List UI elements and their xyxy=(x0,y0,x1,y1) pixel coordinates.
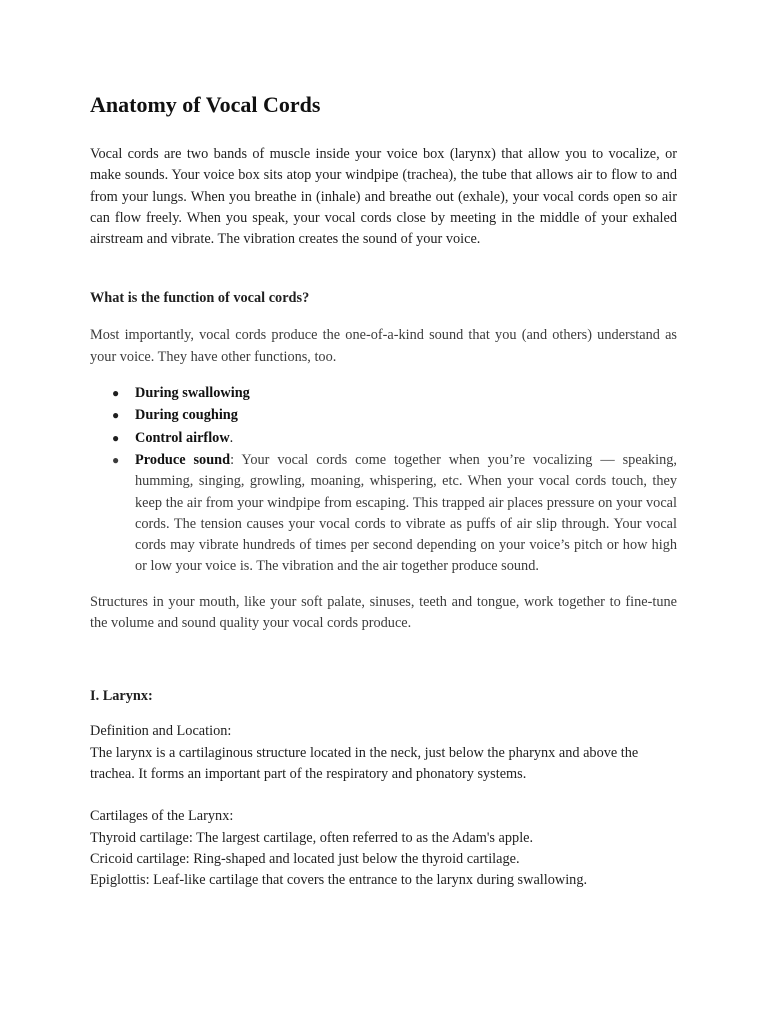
bullet-icon: ● xyxy=(112,408,120,423)
cartilage-item-thyroid: Thyroid cartilage: The largest cartilage, often referred to as the Adam's apple. xyxy=(90,829,534,846)
bullet-icon: ● xyxy=(112,430,120,445)
page-title: Anatomy of Vocal Cords xyxy=(90,92,321,117)
list-item-bold: Control airflow xyxy=(135,429,230,446)
document-page xyxy=(90,88,677,891)
function-heading: What is the function of vocal cords? xyxy=(90,290,310,307)
cartilage-item-epiglottis: Epiglottis: Leaf-like cartilage that covers the entrance to the larynx during swallowing. xyxy=(90,872,588,889)
definition-text: The larynx is a cartilaginous structure located in the neck, just below the pharynx and above the trachea. It forms an important part of the respiratory and phonatory systems. xyxy=(90,744,639,782)
list-item-bold: Produce sound xyxy=(135,451,231,468)
bullet-icon: ● xyxy=(112,452,120,467)
list-item xyxy=(90,383,677,404)
definition-label: Definition and Location: xyxy=(90,723,232,740)
larynx-cartilages xyxy=(90,806,677,891)
list-item xyxy=(90,428,677,449)
structures-paragraph: Structures in your mouth, like your soft palate, sinuses, teeth and tongue, work together to fine-tune the volume and sound quality your vocal cords produce. xyxy=(90,593,677,632)
list-item-bold: During swallowing xyxy=(135,385,250,402)
intro-paragraph: Vocal cords are two bands of muscle inside your voice box (larynx) that allow you to vocalize, or make sounds. Your voice box sits atop your windpipe (trachea), the tube that allows air to flow to and from your lungs. When you breathe in (inhale) and breathe out (exhale), your vocal cords open so air can flow freely. When you speak, your vocal cords close by meeting in the middle of your exhaled airstream and vibrate. The vibration creates the sound of your voice. xyxy=(90,146,677,248)
list-item xyxy=(90,405,677,426)
function-intro-paragraph: Most importantly, vocal cords produce the one-of-a-kind sound that you (and others) understand as your voice. They have other functions, too. xyxy=(90,327,677,365)
list-item-text: : Your vocal cords come together when you’re vocalizing — speaking, humming, singing, growling, moaning, whispering, etc. When your vocal cords touch, they keep the air from your windpipe from escaping. This trapped air places pressure on your vocal cords. The tension causes your vocal cords to vibrate as puffs of air slip through. Your vocal cords may vibrate hundreds of times per second depending on your voice’s pitch or how high or low your voice is. The vibration and the air together produce sound. xyxy=(135,451,677,575)
list-item-bold: During coughing xyxy=(135,407,238,424)
larynx-definition xyxy=(90,721,677,785)
larynx-heading: I. Larynx: xyxy=(90,688,153,705)
cartilages-label: Cartilages of the Larynx: xyxy=(90,808,234,825)
bullet-icon: ● xyxy=(112,386,120,401)
function-list xyxy=(90,383,677,578)
list-item-text: . xyxy=(229,429,234,446)
list-item xyxy=(90,450,677,578)
cartilage-item-cricoid: Cricoid cartilage: Ring-shaped and located just below the thyroid cartilage. xyxy=(90,850,520,867)
